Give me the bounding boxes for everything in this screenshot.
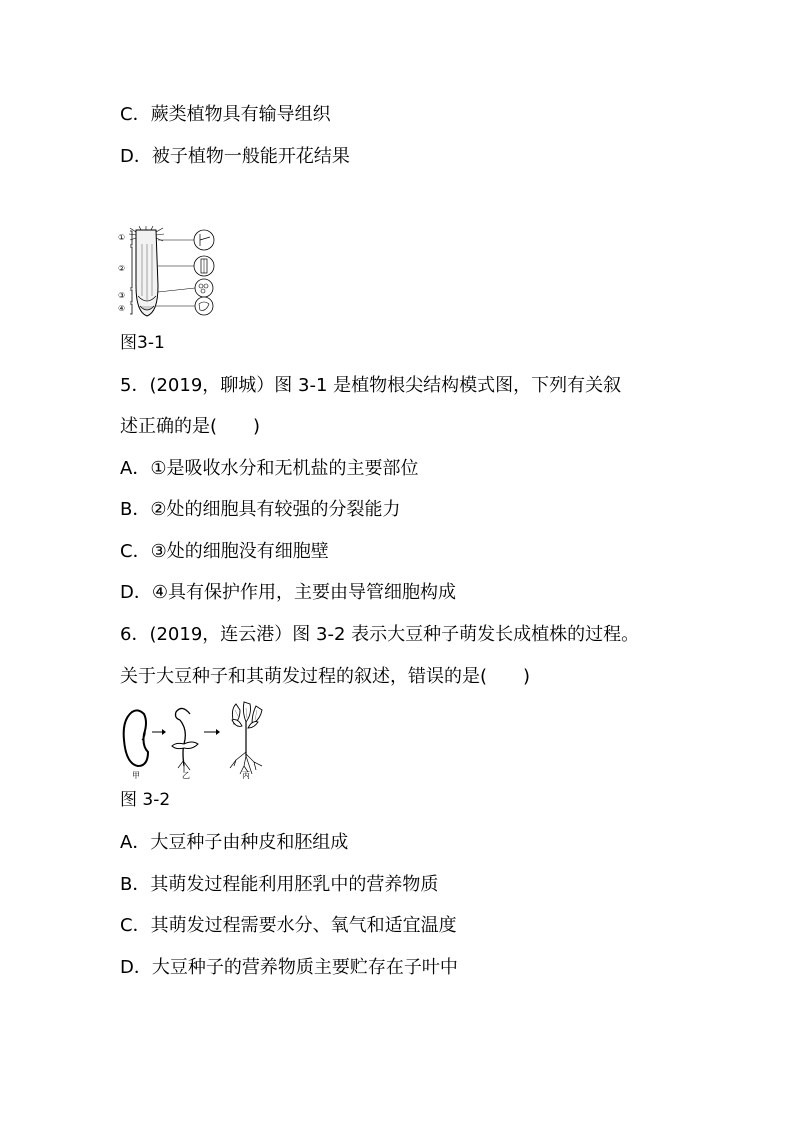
soybean-germination-figure	[118, 700, 278, 780]
q6-stem-line2: 关于大豆种子和其萌发过程的叙述，错误的是( )	[120, 666, 531, 687]
q4-option-c: C．蕨类植物具有输导组织	[120, 104, 331, 125]
q6-option-d: D．大豆种子的营养物质主要贮存在子叶中	[120, 957, 458, 978]
q6-option-c: C．其萌发过程需要水分、氧气和适宜温度	[120, 915, 457, 936]
q5-option-a: A．①是吸收水分和无机盐的主要部位	[120, 458, 419, 479]
label-3: ③	[118, 291, 126, 300]
soybean-germination-diagram	[118, 700, 278, 780]
label-1: ①	[118, 233, 126, 242]
label-yi: 乙	[182, 771, 190, 780]
q5-stem-line1: 5．(2019，聊城）图 3-1 是植物根尖结构模式图，下列有关叙	[120, 375, 622, 396]
figure-3-1-caption: 图3-1	[120, 333, 165, 353]
label-2: ②	[118, 264, 126, 273]
figure-3-2-caption: 图 3-2	[120, 790, 171, 810]
root-tip-figure	[116, 226, 226, 318]
q6-option-b: B．其萌发过程能利用胚乳中的营养物质	[120, 874, 439, 895]
label-4: ④	[118, 304, 126, 313]
label-jia: 甲	[132, 771, 140, 780]
q5-option-b: B．②处的细胞具有较强的分裂能力	[120, 499, 401, 520]
q4-option-d: D．被子植物一般能开花结果	[120, 146, 350, 167]
q6-stem-line1: 6．(2019，连云港）图 3-2 表示大豆种子萌发长成植株的过程。	[120, 624, 640, 645]
q5-stem-line2: 述正确的是( )	[120, 416, 261, 437]
q6-option-a: A．大豆种子由种皮和胚组成	[120, 832, 349, 853]
label-bing: 丙	[242, 771, 250, 780]
root-tip-diagram	[116, 226, 226, 318]
q5-option-d: D．④具有保护作用，主要由导管细胞构成	[120, 582, 456, 603]
q5-option-c: C．③处的细胞没有细胞壁	[120, 541, 329, 562]
